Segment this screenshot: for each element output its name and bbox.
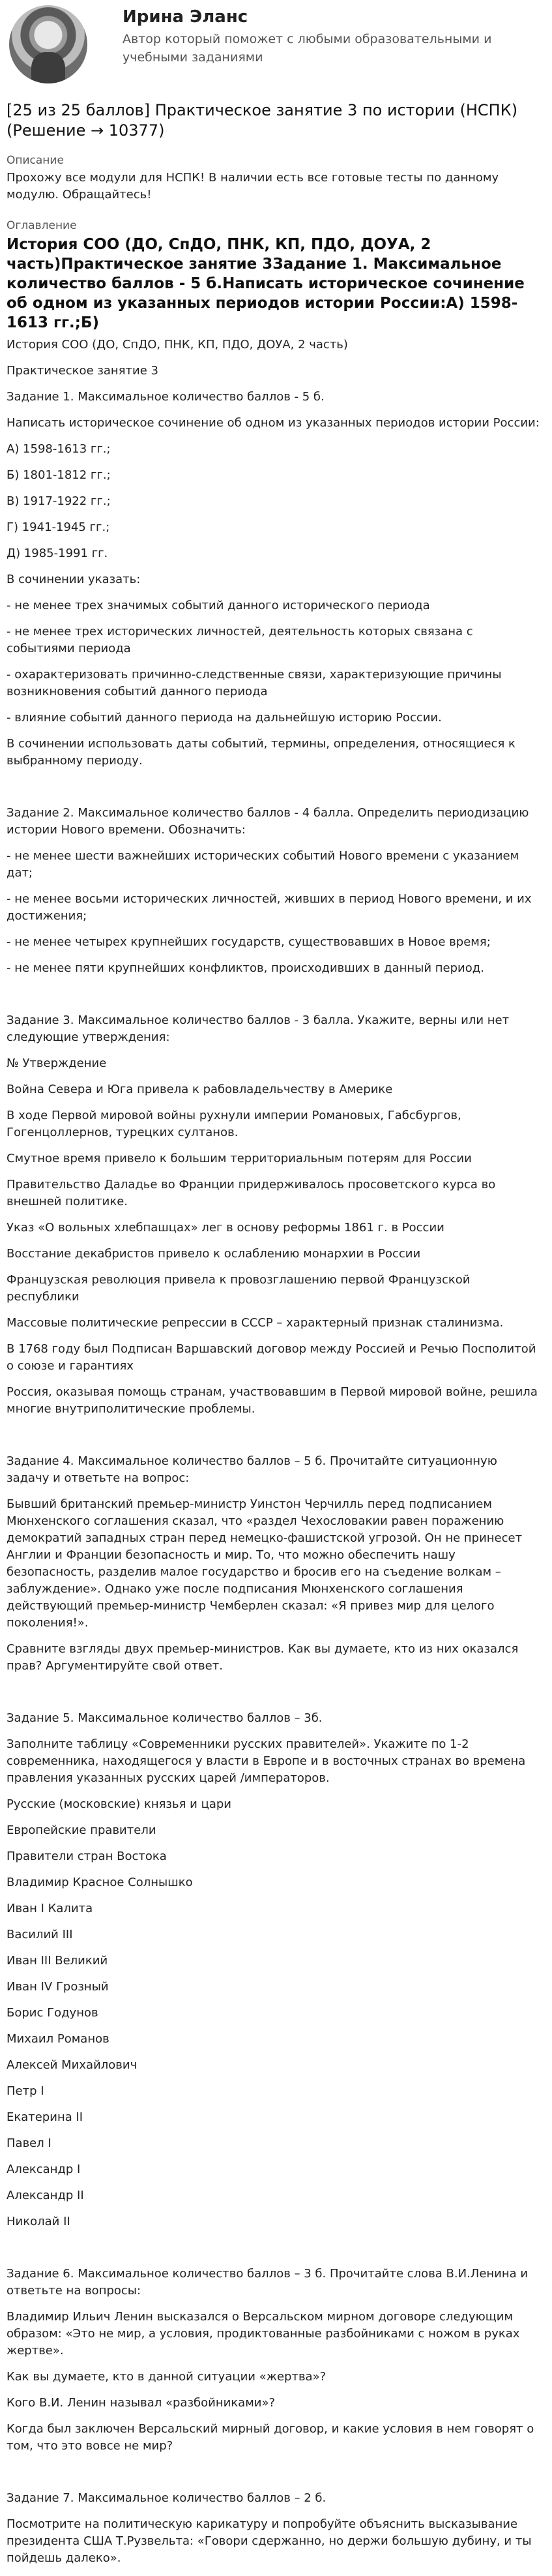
description-text: Прохожу все модули для НСПК! В наличии есть все готовые тесты по данному модулю. Обращайтесь!: [7, 171, 499, 202]
paragraph: Задание 7. Максимальное количество баллов – 2 б.: [7, 2491, 327, 2505]
author-name[interactable]: Ирина Эланс: [123, 7, 248, 27]
author-header: [7, 0, 543, 98]
paragraph: Указ «О вольных хлебпашцах» лег в основу реформы 1861 г. в России: [7, 1221, 444, 1235]
paragraph: Массовые политические репрессии в СССР – характерный признак сталинизма.: [7, 1316, 504, 1330]
paragraph: Правительство Даладье во Франции придерживалось просоветского курса во внешней политике.: [7, 1178, 496, 1208]
paragraph: Задание 2. Максимальное количество баллов - 4 балла. Определить периодизацию истории Нового времени. Обозначить:: [7, 806, 529, 837]
paragraph: Б) 1801-1812 гг.;: [7, 468, 111, 482]
contents-heading: История СОО (ДО, СпДО, ПНК, КП, ПДО, ДОУА, 2 часть)Практическое занятие 3Задание 1. Максимальное количество баллов - 5 б.Написать историческое сочинение об одном из указанных периодов истории России:А) 1598-1613 гг.;Б): [7, 236, 525, 331]
paragraph: - не менее восьми исторических личностей, живших в период Нового времени, и их достижения;: [7, 892, 532, 923]
paragraph: Заполните таблицу «Современники русских правителей». Укажите по 1-2 современника, находящегося у власти в Европе и в восточных странах во времена правления указанных русских царей /императоров.: [7, 1737, 526, 1785]
paragraph: - не менее пяти крупнейших конфликтов, происходивших в данный период.: [7, 961, 484, 975]
paragraph: Задание 5. Максимальное количество баллов – 3б.: [7, 1711, 323, 1725]
paragraph: Михаил Романов: [7, 2032, 109, 2046]
author-description: Автор который поможет с любыми образовательными и учебными заданиями: [123, 32, 492, 65]
paragraph: Задание 1. Максимальное количество баллов - 5 б.: [7, 390, 325, 404]
paragraph: Россия, оказывая помощь странам, участвовавшим в Первой мировой войне, решила многие внутриполитические проблемы.: [7, 1385, 538, 1416]
paragraph: - не менее четырех крупнейших государств, существовавших в Новое время;: [7, 935, 491, 949]
paragraph: Война Севера и Юга привела к рабовладельчеству в Америке: [7, 1083, 393, 1096]
paragraph: Задание 4. Максимальное количество баллов – 5 б. Прочитайте ситуационную задачу и ответьте на вопрос:: [7, 1454, 497, 1485]
paragraph: Смутное время привело к большим территориальным потерям для России: [7, 1152, 472, 1165]
paragraph: - не менее шести важнейших исторических событий Нового времени с указанием дат;: [7, 849, 519, 880]
paragraph: В ходе Первой мировой войны рухнули империи Романовых, Габсбургов, Гогенцоллернов, турецких султанов.: [7, 1109, 461, 1139]
paragraph: Написать историческое сочинение об одном из указанных периодов истории России:: [7, 416, 540, 430]
paragraph: Иван I Калита: [7, 1902, 93, 1915]
paragraph: Посмотрите на политическую карикатуру и попробуйте объяснить высказывание президента США Т.Рузвельта: «Говори сдержанно, но держи большую дубину, и ты пойдешь далеко».: [7, 2517, 532, 2565]
paragraph: Владимир Ильич Ленин высказался о Версальском мирном договоре следующим образом: «Это не мир, а условия, продиктованные разбойниками с ножом в руках жертве».: [7, 2310, 520, 2358]
paragraph: - влияние событий данного периода на дальнейшую историю России.: [7, 711, 442, 725]
contents-label: Оглавление: [7, 219, 77, 232]
document-body: [7, 337, 543, 2567]
paragraph: Петр I: [7, 2084, 44, 2098]
paragraph: Кого В.И. Ленин называл «разбойниками»?: [7, 2396, 276, 2410]
paragraph: Правители стран Востока: [7, 1850, 167, 1863]
paragraph: Иван III Великий: [7, 1954, 108, 1968]
paragraph: В сочинении использовать даты событий, термины, определения, относящиеся к выбранному периоду.: [7, 737, 516, 768]
paragraph: Александр II: [7, 2189, 84, 2202]
paragraph: Иван IV Грозный: [7, 1980, 109, 1994]
paragraph: Екатерина II: [7, 2110, 83, 2124]
paragraph: Задание 3. Максимальное количество баллов - 3 балла. Укажите, верны или нет следующие утверждения:: [7, 1013, 510, 1044]
paragraph: Когда был заключен Версальский мирный договор, и какие условия в нем говорят о том, что это вовсе не мир?: [7, 2422, 534, 2453]
paragraph: Как вы думаете, кто в данной ситуации «жертва»?: [7, 2370, 327, 2384]
paragraph: Николай II: [7, 2215, 70, 2228]
paragraph: - охарактеризовать причинно-следственные связи, характеризующие причины возникновения событий данного периода: [7, 668, 502, 698]
author-avatar[interactable]: [9, 5, 87, 83]
paragraph: В 1768 году был Подписан Варшавский договор между Россией и Речью Посполитой о союзе и гарантиях: [7, 1342, 536, 1373]
paragraph: Алексей Михайлович: [7, 2058, 138, 2072]
paragraph: Восстание декабристов привело к ослаблению монархии в России: [7, 1247, 421, 1261]
paragraph: Европейские правители: [7, 1823, 156, 1837]
paragraph: - не менее трех значимых событий данного исторического периода: [7, 599, 430, 612]
paragraph: Борис Годунов: [7, 2006, 98, 2020]
paragraph: Г) 1941-1945 гг.;: [7, 520, 110, 534]
paragraph: В) 1917-1922 гг.;: [7, 494, 111, 508]
paragraph: Павел I: [7, 2136, 51, 2150]
paragraph: Владимир Красное Солнышко: [7, 1876, 193, 1889]
paragraph: Сравните взгляды двух премьер-министров. Как вы думаете, кто из них оказался прав? Аргументируйте свой ответ.: [7, 1642, 519, 1673]
paragraph: Бывший британский премьер-министр Уинстон Черчилль перед подписанием Мюнхенского соглашения сказал, что «раздел Чехословакии равен поражению демократий западных стран перед немецко-фашистской угрозой. Он не принесет Англии и Франции безопасность и мир. То, что можно обеспечить нашу безопасность, разделив малое государство и бросив его на съедение волкам – заблуждение». Однако уже после подписания Мюнхенского соглашения действующий премьер-министр Чемберлен сказал: «Я привез мир для целого поколения!».: [7, 1497, 523, 1630]
description-label: Описание: [7, 154, 64, 167]
page-title: [25 из 25 баллов] Практическое занятие 3 по истории (НСПК) (Решение → 10377): [7, 101, 518, 140]
paragraph: Практическое занятие 3: [7, 364, 158, 378]
paragraph: Задание 6. Максимальное количество баллов – 3 б. Прочитайте слова В.И.Ленина и ответьте на вопросы:: [7, 2267, 529, 2298]
author-info: [123, 5, 514, 67]
paragraph: - не менее трех исторических личностей, деятельность которых связана с событиями периода: [7, 625, 473, 655]
paragraph: Василий III: [7, 1928, 73, 1941]
paragraph: Французская революция привела к провозглашению первой Французской республики: [7, 1273, 471, 1304]
paragraph: Русские (московские) князья и цари: [7, 1797, 231, 1811]
paragraph: История СОО (ДО, СпДО, ПНК, КП, ПДО, ДОУА, 2 часть): [7, 338, 348, 352]
paragraph: Д) 1985-1991 гг.: [7, 547, 108, 560]
paragraph: № Утверждение: [7, 1056, 107, 1070]
paragraph: Александр I: [7, 2163, 81, 2176]
paragraph: А) 1598-1613 гг.;: [7, 442, 111, 456]
paragraph: В сочинении указать:: [7, 573, 141, 586]
